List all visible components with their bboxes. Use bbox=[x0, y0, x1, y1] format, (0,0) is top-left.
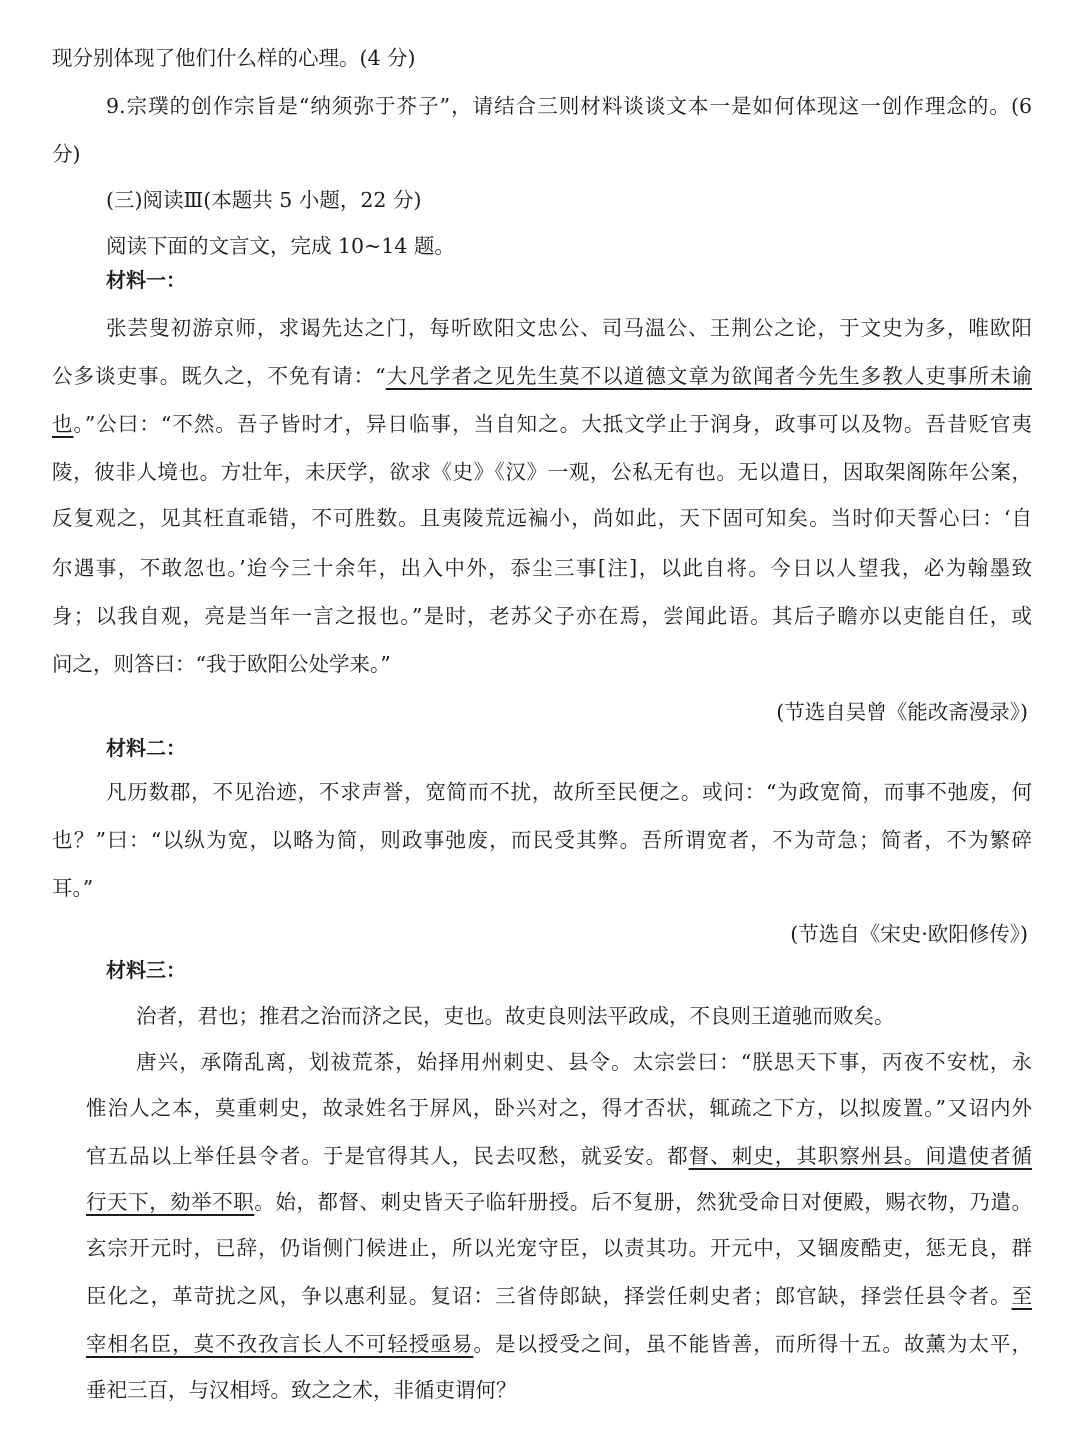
m3-underlined-sentence-1-end: 行天下，劾举不职 bbox=[86, 1190, 255, 1214]
m3-line-4 bbox=[86, 1142, 1032, 1170]
m1-line-1: 张芸叟初游京师，求谒先达之门，每听欧阳文忠公、司马温公、王荆公之论，于文史为多，唯欧阳 bbox=[106, 316, 1032, 340]
m3-line-3: 惟治人之本，莫重刺史，故录姓名于屏风，卧兴对之，得才否状，辄疏之下方，以拟废置。”又诏内外 bbox=[86, 1096, 1032, 1120]
m1-line-4: 陵，彼非人境也。方壮年，未厌学，欲求《史》《汉》一观，公私无有也。无以遣日，因取架阁陈年公案， bbox=[52, 460, 1032, 484]
m2-line-2: 也？”曰：“以纵为宽，以略为简，则政事弛废，而民受其弊。吾所谓宽者，不为苛急；简者，不为繁碎 bbox=[52, 828, 1032, 852]
m3-underlined-sentence-1: 督、刺史，其职察州县。间遣使者循 bbox=[688, 1144, 1033, 1168]
m3-line-6: 玄宗开元时，已辞，仍诣侧门候进止，所以光宠守臣，以责其功。开元中，又锢废酷吏，惩无良，群 bbox=[86, 1236, 1032, 1260]
m2-source: (节选自《宋史·欧阳修传》) bbox=[790, 922, 1028, 946]
section-header: (三)阅读Ⅲ(本题共 5 小题，22 分) bbox=[106, 188, 422, 212]
m1-source: (节选自吴曾《能改斋漫录》) bbox=[776, 700, 1028, 724]
section-instruction: 阅读下面的文言文，完成 10~14 题。 bbox=[106, 234, 455, 258]
m1-line-2 bbox=[52, 362, 1032, 390]
m3-line-9: 垂祀三百，与汉相埒。致之之术，非循吏谓何？ bbox=[86, 1378, 517, 1402]
m1-underlined-sentence: 大凡学者之见先生莫不以道德文章为欲闻者今先生多教人吏事所未谕 bbox=[385, 364, 1032, 388]
m3-line-7 bbox=[86, 1282, 1032, 1310]
m3-underlined-sentence-2-start: 至 bbox=[1011, 1284, 1032, 1308]
m2-line-3: 耳。” bbox=[52, 876, 94, 900]
question-9-line1: 9.宗璞的创作宗旨是“纳须弥于芥子”，请结合三则材料谈谈文本一是如何体现这一创作理念的。(6 bbox=[106, 94, 1032, 118]
m1-line-6: 尔遇事，不敢忽也。’迨今三十余年，出入中外，忝尘三事[注]，以此自将。今日以人望我，必为翰墨致 bbox=[52, 556, 1032, 580]
m1-line-3 bbox=[52, 410, 1032, 438]
m3-underlined-sentence-2: 宰相名臣，莫不孜孜言长人不可轻授亟易 bbox=[86, 1332, 474, 1356]
m2-line-1: 凡历数郡，不见治迹，不求声誉，宽简而不扰，故所至民便之。或问：“为政宽简，而事不弛废，何 bbox=[106, 780, 1032, 804]
material-3-label: 材料三： bbox=[106, 958, 186, 982]
m3-line-4-text: 官五品以上举任县令者。于是官得其人，民去叹愁，就妥安。都 bbox=[86, 1144, 689, 1168]
m1-line-8: 问之，则答曰：“我于欧阳公处学来。” bbox=[52, 652, 391, 676]
material-1-label: 材料一： bbox=[106, 268, 186, 292]
q8-tail: 现分别体现了他们什么样的心理。(4 分) bbox=[52, 46, 416, 70]
m3-line-7-text: 臣化之，革苛扰之风，争以惠利显。复诏：三省侍郎缺，择尝任刺史者；郎官缺，择尝任县令者。 bbox=[86, 1284, 1012, 1308]
m3-line-8 bbox=[86, 1330, 1032, 1358]
material-2-label: 材料二： bbox=[106, 736, 186, 760]
m1-line-7: 身；以我自观，亮是当年一言之报也。”是时，老苏父子亦在焉，尝闻此语。其后子瞻亦以吏能自任，或 bbox=[52, 604, 1032, 628]
m3-line-8-text: 。是以授受之间，虽不能皆善，而所得十五。故薰为太平， bbox=[473, 1332, 1033, 1356]
question-9-line2: 分) bbox=[52, 142, 81, 166]
m3-line-2: 唐兴，承隋乱离，划祓荒茶，始择用州刺史、县令。太宗尝曰：“朕思天下事，丙夜不安枕，永 bbox=[136, 1050, 1032, 1074]
m1-line-2-text: 公多谈吏事。既久之，不免有请：“ bbox=[52, 364, 386, 388]
m1-line-5: 反复观之，见其枉直乖错，不可胜数。且夷陵荒远褊小，尚如此，天下固可知矣。当时仰天誓心曰：‘自 bbox=[52, 506, 1032, 530]
m1-line-3-text: 。”公曰：“不然。吾子皆时才，异日临事，当自知之。大抵文学止于润身，政事可以及物。吾昔贬官夷 bbox=[73, 412, 1033, 436]
m1-underlined-end: 也 bbox=[52, 412, 74, 436]
m3-line-5 bbox=[86, 1188, 1032, 1216]
m3-line-1: 治者，君也；推君之治而济之民，吏也。故吏良则法平政成，不良则王道驰而败矣。 bbox=[136, 1004, 895, 1028]
m3-line-5-text: 。始，都督、刺史皆天子临轩册授。后不复册，然犹受命日对便殿，赐衣物，乃遣。 bbox=[254, 1190, 1033, 1214]
